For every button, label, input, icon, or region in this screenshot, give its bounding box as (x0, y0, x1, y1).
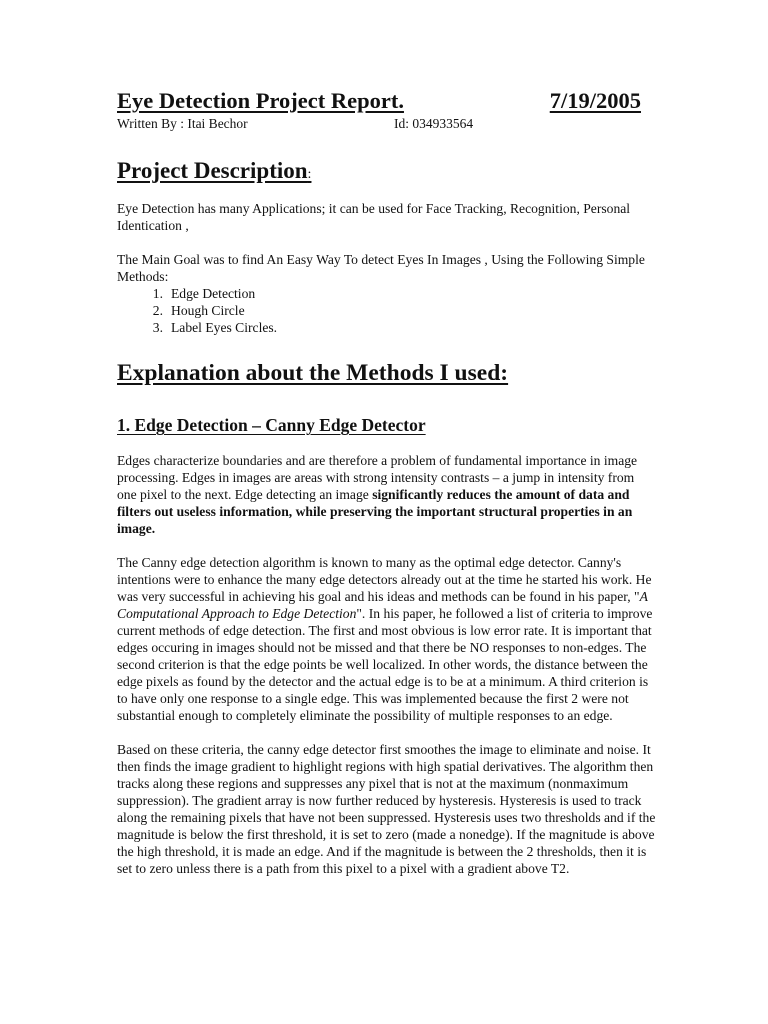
heading-colon: : (307, 167, 312, 182)
edges-paragraph-text: Edges characterize boundaries and are therefore a problem of fundamental importance in image processing. Edges in images are areas with strong intensity contrasts – a jump in intensity from one pixel to the next. Edge detecting an image (117, 453, 638, 502)
canny-paragraph (117, 554, 657, 724)
title-row (117, 88, 641, 114)
list-label: Hough Circle (171, 303, 245, 318)
document-body (117, 88, 657, 877)
list-item (117, 319, 657, 336)
list-number: 1. (152, 286, 163, 301)
project-description-heading-text: Project Description (117, 158, 308, 183)
list-item (117, 302, 657, 319)
edges-paragraph-bold: significantly reduces the amount of data and filters out useless information, while preserving the important structural properties in an image. (117, 487, 633, 536)
methods-list (117, 285, 657, 336)
student-id: Id: 034933564 (394, 116, 474, 131)
explanation-heading: Explanation about the Methods I used: (117, 360, 509, 386)
list-item (117, 285, 657, 302)
canny-paragraph-text-a: The Canny edge detection algorithm is known to many as the optimal edge detector. Canny's intentions were to enhance the many edge detectors already out at the time he started his work. He was very successful in achieving his goal and his ideas and methods can be found in his paper, " (117, 555, 652, 604)
project-description-heading (117, 158, 657, 184)
list-label: Label Eyes Circles. (171, 320, 278, 335)
paper-title: A Computational Approach to Edge Detection (117, 589, 648, 621)
report-title: Eye Detection Project Report. (117, 88, 404, 113)
description-paragraph-1: Eye Detection has many Applications; it can be used for Face Tracking, Recognition, Personal Identication , (117, 201, 631, 233)
criteria-paragraph: Based on these criteria, the canny edge detector first smoothes the image to eliminate and noise. It then finds the image gradient to highlight regions with high spatial derivatives. The algorithm then tracks along these regions and suppresses any pixel that is not at the maximum (nonmaximum suppression). The gradient array is now further reduced by hysteresis. Hysteresis is used to track along the remaining pixels that have not been suppressed. Hysteresis uses two thresholds and if the magnitude is below the first threshold, it is set to zero (made a nonedge). If the magnitude is above the high threshold, it is made an edge. And if the magnitude is between the 2 thresholds, then it is set to zero unless there is a path from this pixel to a pixel with a gradient above T2. (117, 742, 656, 876)
list-number: 3. (152, 320, 163, 335)
list-number: 2. (152, 303, 163, 318)
author-line: Written By : Itai Bechor (117, 116, 248, 131)
list-label: Edge Detection (171, 286, 256, 301)
byline (117, 116, 657, 132)
edge-detection-subheading: 1. Edge Detection – Canny Edge Detector (117, 415, 426, 435)
report-date: 7/19/2005 (549, 88, 641, 113)
description-paragraph-2: The Main Goal was to find An Easy Way To detect Eyes In Images , Using the Following Simple Methods: (117, 252, 645, 284)
canny-paragraph-text-b: ". In his paper, he followed a list of criteria to improve current methods of edge detection. The first and most obvious is low error rate. It is important that edges occuring in images should not be missed and that there be NO responses to non-edges. The second criterion is that the edge points be well localized. In other words, the distance between the edge pixels as found by the detector and the actual edge is to be at a minimum. A third criterion is to have only one response to a single edge. This was implemented because the first 2 were not substantial enough to completely eliminate the possibility of multiple responses to an edge. (117, 606, 653, 723)
edges-paragraph (117, 452, 657, 537)
